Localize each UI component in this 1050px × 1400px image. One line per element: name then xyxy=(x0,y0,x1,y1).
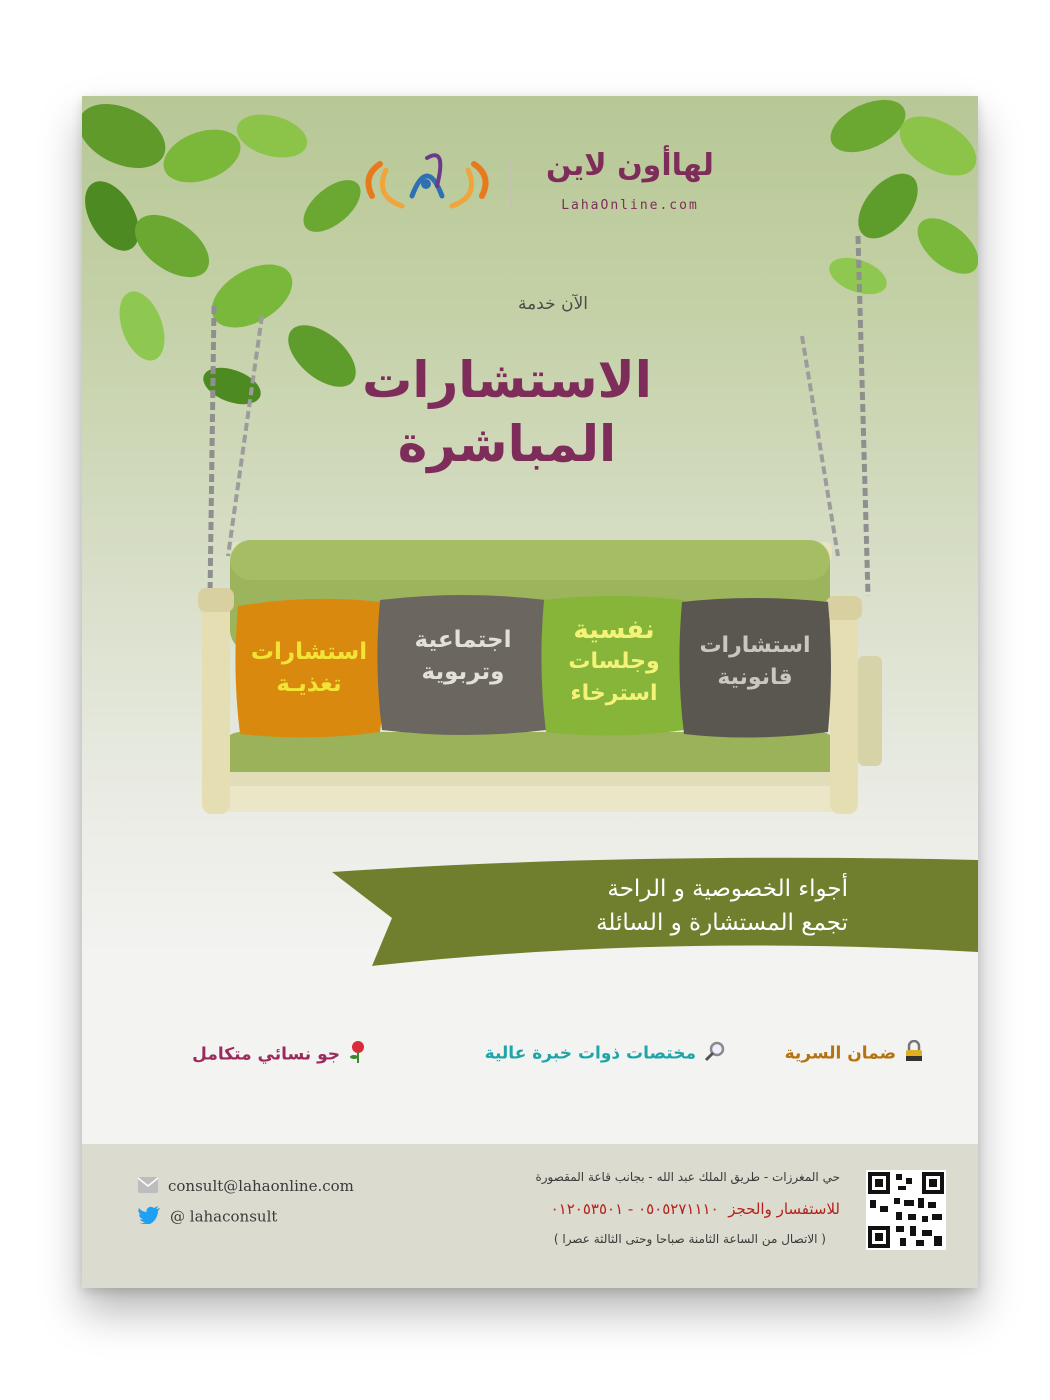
title-line-2: المباشرة xyxy=(397,415,617,473)
twitter-contact[interactable] xyxy=(138,1206,277,1228)
phone-numbers[interactable]: ٠٥٠٥٢٧١١١٠ - ٠١٢٠٥٣٥٠١ xyxy=(550,1200,719,1218)
ribbon-line-2: تجمع المستشارة و السائلة xyxy=(596,910,848,936)
twitter-handle: @ lahaconsult xyxy=(170,1207,278,1226)
flyer xyxy=(82,96,978,1288)
feature-2-label: جو نسائي متكامل xyxy=(192,1044,340,1065)
pillow-1-line1: اجتماعية xyxy=(414,627,512,653)
email-contact[interactable] xyxy=(138,1176,354,1197)
twitter-icon xyxy=(138,1206,160,1228)
rose-icon xyxy=(348,1040,368,1069)
feature-women-atmosphere xyxy=(192,1040,368,1069)
hours-text: ( الاتصال من الساعة الثامنة صباحا وحتى الثالثة عصرا ) xyxy=(553,1232,826,1246)
brand-name: لهاأون لاين xyxy=(546,148,714,183)
pillow-label-legal xyxy=(682,630,828,694)
magnifier-icon xyxy=(704,1040,726,1067)
pillow-label-social xyxy=(380,624,546,688)
pillow-2-line3: استرخاء xyxy=(570,681,658,706)
booking-label: للاستفسار والحجز xyxy=(728,1200,840,1218)
pillow-0-line2: تغذيـة xyxy=(276,671,342,697)
pillow-1-line2: وتربوية xyxy=(421,659,505,685)
booking-line xyxy=(551,1200,840,1218)
pillow-label-nutrition xyxy=(238,636,380,700)
headline-kicker: الآن خدمة xyxy=(518,294,588,314)
pillow-2-line1: نفسية xyxy=(573,615,655,645)
pillow-3-line2: قانونية xyxy=(717,665,793,690)
email-icon xyxy=(138,1177,158,1197)
pillow-3-line1: استشارات xyxy=(699,633,811,658)
footer xyxy=(82,1144,978,1288)
pillow-2-line2: وجلسات xyxy=(568,649,660,674)
feature-confidentiality xyxy=(785,1040,924,1067)
feature-0-label: ضمان السرية xyxy=(784,1043,896,1064)
qr-code-icon[interactable] xyxy=(866,1170,946,1250)
lock-icon xyxy=(904,1040,924,1067)
pillows-layer xyxy=(82,96,978,856)
feature-1-label: مختصات ذوات خبرة عالية xyxy=(484,1043,696,1064)
feature-experts xyxy=(485,1040,726,1067)
email-address: consult@lahaonline.com xyxy=(168,1177,354,1195)
pillow-0-line1: استشارات xyxy=(250,639,368,665)
address-text: حي المغرزات - طريق الملك عبد الله - بجانب قاعة المقصورة xyxy=(535,1170,840,1184)
brand-url: LahaOnline.com xyxy=(561,198,699,213)
title-line-1: الاستشارات xyxy=(362,351,652,409)
pillow-label-psych xyxy=(544,614,684,710)
ribbon-line-1: أجواء الخصوصية و الراحة xyxy=(607,876,848,902)
